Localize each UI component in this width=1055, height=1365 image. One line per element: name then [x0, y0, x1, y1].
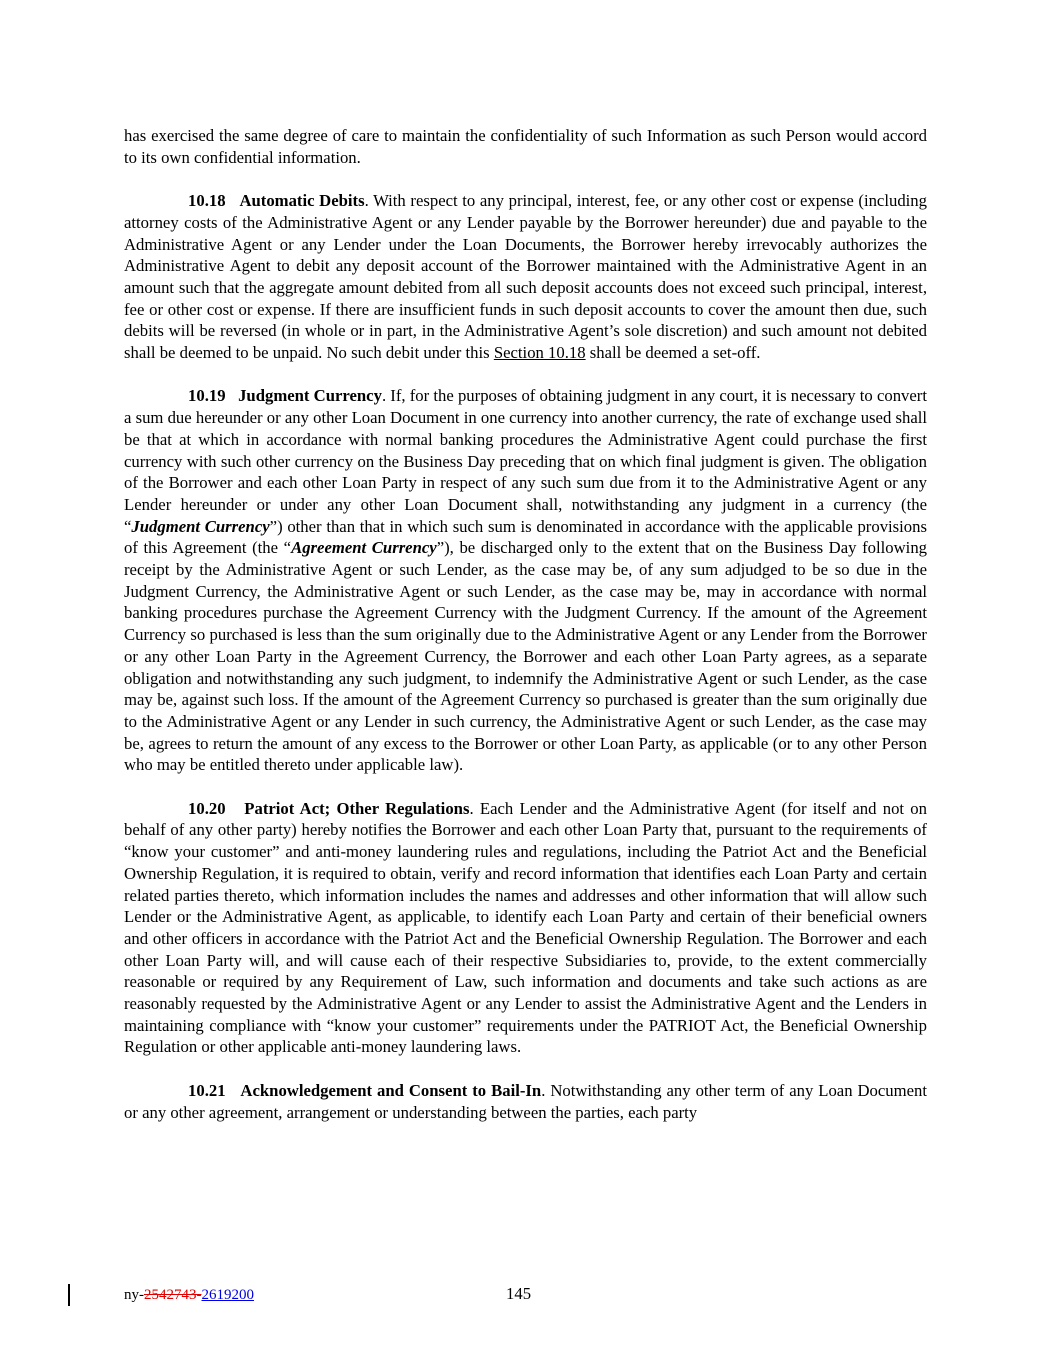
section-text: ”), be discharged only to the extent that on the Business Day following receipt by the Administrative Agent or such Lender, as the case may be, of any sum adjudged to be so due in the Judgment Currency, the Administrative Agent or such Lender, as the case may be, may in accordance with normal banking procedures purchase the Agreement Currency with the Judgment Currency. If the amount of the Agreement Currency so purchased is less than the sum originally due to the Administrative Agent or any Lender from the Borrower or any other Loan Party in the Agreement Currency, the Borrower and each other Loan Party agrees, as a separate obligation and notwithstanding any such judgment, to indemnify the Administrative Agent or such Lender, as the case may be, against such loss. If the amount of the Agreement Currency so purchased is greater than the sum originally due to the Administrative Agent or any Lender in such currency, the Administrative Agent or such Lender, as the case may be, agrees to return the amount of any excess to the Borrower or other Loan Party, as applicable (or to any other Person who may be entitled thereto under applicable law).	[124, 538, 928, 775]
section-heading: Patriot Act; Other Regulations	[244, 798, 470, 818]
inserted-doc-number: 2619200	[201, 1287, 254, 1303]
section-number: 10.20	[188, 798, 226, 818]
document-id	[124, 1287, 254, 1304]
section-10-19	[124, 385, 927, 776]
document-id-prefix: ny-	[124, 1287, 144, 1303]
defined-term: Judgment Currency	[131, 516, 270, 536]
defined-term: Agreement Currency	[291, 538, 437, 558]
section-10-18	[124, 190, 927, 364]
document-body	[124, 125, 927, 1123]
page-number: 145	[506, 1284, 532, 1303]
section-cross-reference: Section 10.18	[493, 343, 586, 363]
section-heading: Acknowledgement and Consent to Bail-In	[240, 1080, 542, 1100]
section-number: 10.18	[188, 191, 226, 211]
intro-paragraph: has exercised the same degree of care to maintain the confidentiality of such Information as such Person would accord to its own confidential information.	[124, 126, 927, 167]
section-text: . With respect to any principal, interest, fee, or any other cost or expense (including attorney costs of the Administrative Agent or any Lender payable by the Borrower hereunder) due and payable to the Administrative Agent or any Lender under the Loan Documents, the Borrower hereby irrevocably authorizes the Administrative Agent to debit any deposit account of the Borrower maintained with the Administrative Agent in an amount such that the aggregate amount debited from all such deposit accounts does not exceed such principal, interest, fee or other cost or expense. If there are insufficient funds in such deposit accounts to cover the amount then due, such debits will be reversed (in whole or in part, in the Administrative Agent’s sole discretion) and such amount not debited shall be deemed to be unpaid. No such debit under this	[124, 191, 927, 363]
section-heading: Automatic Debits	[239, 191, 365, 211]
section-heading: Judgment Currency	[238, 386, 382, 406]
section-text: . If, for the purposes of obtaining judgment in any court, it is necessary to convert a sum due hereunder or any other Loan Document in one currency into another currency, the rate of exchange used shall be that at which in accordance with normal banking procedures the Administrative Agent could purchase the first currency with such other currency on the Business Day preceding that on which final judgment is given. The obligation of the Borrower and each other Loan Party in respect of any such sum due from it to the Administrative Agent or any Lender hereunder or under any other Loan Document shall, notwithstanding any judgment in a currency (the “	[124, 386, 927, 536]
section-number: 10.19	[188, 386, 226, 406]
section-10-20	[124, 798, 927, 1058]
section-text: . Notwithstanding any other term of any Loan Document or any other agreement, arrangement or understanding between the parties, each party	[124, 1080, 928, 1122]
section-text: shall be deemed a set-off.	[585, 343, 761, 363]
section-text: . Each Lender and the Administrative Agent (for itself and not on behalf of any other party) hereby notifies the Borrower and each other Loan Party that, pursuant to the requirements of “know your customer” and anti-money laundering rules and regulations, including the Patriot Act and the Beneficial Ownership Regulation, it is required to obtain, verify and record information that identifies each Loan Party and certain related parties thereto, which information includes the names and addresses and other information that will allow such Lender or the Administrative Agent, as applicable, to identify each Loan Party and certain of their beneficial owners and other officers in accordance with the Patriot Act and the Beneficial Ownership Regulation. The Borrower and each other Loan Party will, and will cause each of their respective Subsidiaries to, provide, to the extent commercially reasonable or required by any Requirement of Law, such information and documents and take such actions as are reasonably requested by the Administrative Agent or any Lender to assist the Administrative Agent and the Lenders in maintaining compliance with “know your customer” requirements under the PATRIOT Act, the Beneficial Ownership Regulation or other applicable anti-money laundering laws.	[124, 798, 927, 1057]
deleted-doc-number: 2542743-	[144, 1287, 202, 1303]
section-text: ”) other than that in which such sum is denominated in accordance with the applicable provisions of this Agreement (the “	[124, 516, 927, 558]
section-10-21	[124, 1080, 927, 1123]
section-number: 10.21	[188, 1080, 226, 1100]
change-bar	[68, 1284, 70, 1306]
